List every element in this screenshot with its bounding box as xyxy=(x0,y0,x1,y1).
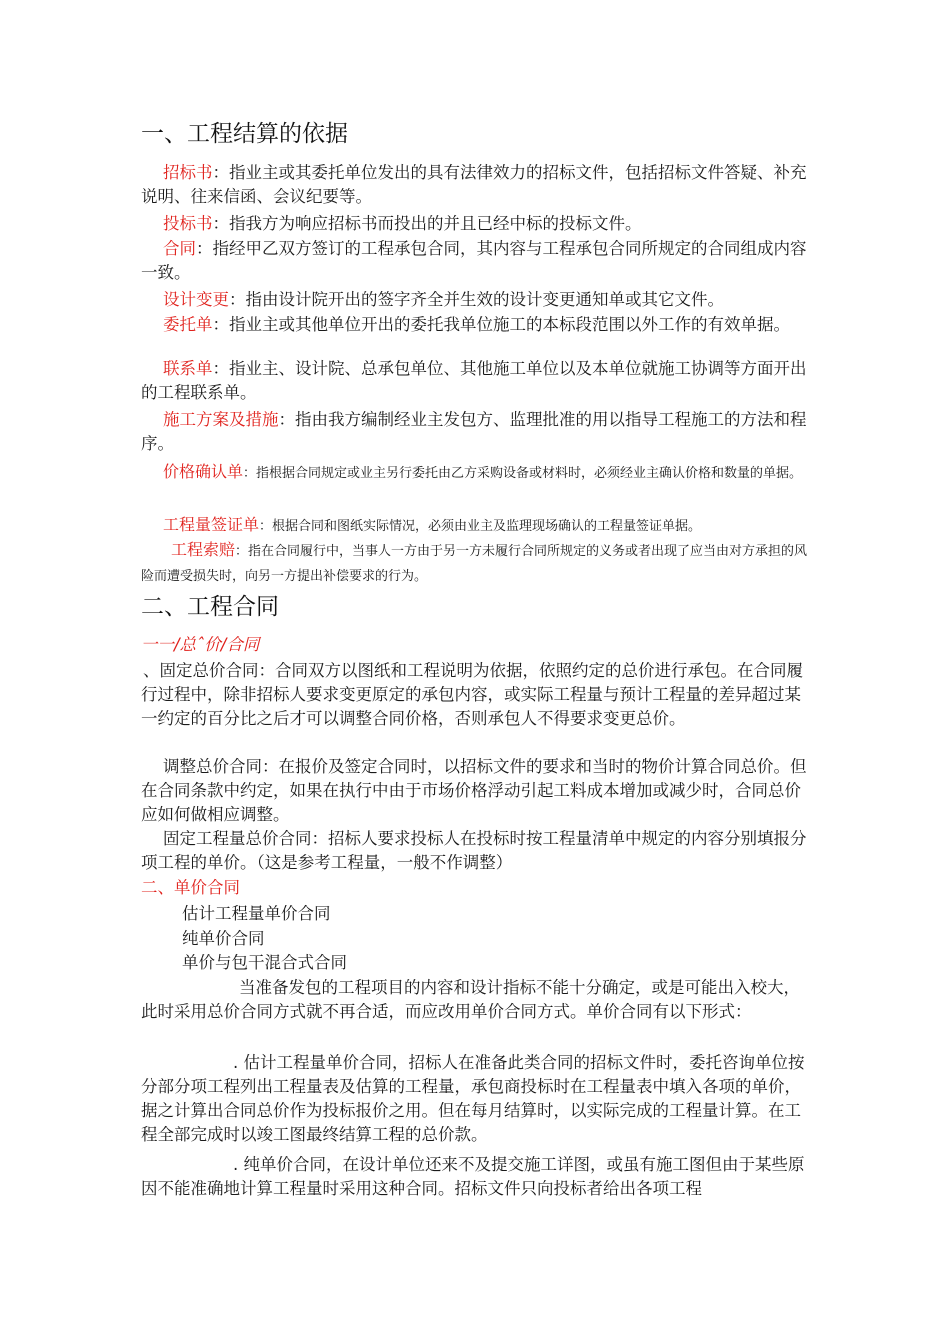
definition-text: 指业主或其委托单位发出的具有法律效力的招标文件，包括招标文件答疑、补充说明、往来信函、会议纪要等。 xyxy=(141,163,807,206)
term-label: 合同 xyxy=(163,239,196,258)
definition-item: 招标书：指业主或其委托单位发出的具有法律效力的招标文件，包括招标文件答疑、补充说明、往来信函、会议纪要等。 xyxy=(141,163,807,206)
section2-title: 二、工程合同 xyxy=(141,594,279,620)
term-label: 施工方案及措施 xyxy=(163,410,279,429)
subsection-heading: 一一/总ˆ价/合同 xyxy=(141,635,260,654)
definition-text: 指我方为响应招标书而投出的并且已经中标的投标文件。 xyxy=(229,214,642,233)
definition-text: 根据合同和图纸实际情况，必须由业主及监理现场确认的工程量签证单据。 xyxy=(272,519,702,534)
term-label: 价格确认单 xyxy=(163,462,244,481)
paragraph: 固定工程量总价合同：招标人要求投标人在投标时按工程量清单中规定的内容分别填报分项工程的单价。（这是参考工程量，一般不作调整） xyxy=(141,829,807,872)
section1-title: 一、工程结算的依据 xyxy=(141,121,348,147)
definition-text: 指业主、设计院、总承包单位、其他施工单位以及本单位就施工协调等方面开出的工程联系单。 xyxy=(141,359,807,402)
definition-item: 设计变更：指由设计院开出的签字齐全并生效的设计变更通知单或其它文件。 xyxy=(163,290,724,309)
definition-text: 指由我方编制经业主发包方、监理批准的用以指导工程施工的方法和程序。 xyxy=(141,410,807,453)
definition-text: 指业主或其他单位开出的委托我单位施工的本标段范围以外工作的有效单据。 xyxy=(229,315,790,334)
definition-item: 工程索赔：指在合同履行中，当事人一方由于另一方未履行合同所规定的义务或者出现了应当由对方承担的风险而遭受损失时，向另一方提出补偿要求的行为。 xyxy=(141,540,808,584)
paragraph: . 纯单价合同，在设计单位还来不及提交施工详图，或虽有施工图但由于某些原因不能准确地计算工程量时采用这种合同。招标文件只向投标者给出各项工程 xyxy=(141,1155,805,1198)
term-label: 联系单 xyxy=(163,359,213,378)
definition-item: 联系单：指业主、设计院、总承包单位、其他施工单位以及本单位就施工协调等方面开出的工程联系单。 xyxy=(141,359,807,402)
term-label: 设计变更 xyxy=(163,290,229,309)
term-label: 工程索赔 xyxy=(171,540,236,559)
term-label: 工程量签证单 xyxy=(163,515,260,534)
list-item: 单价与包干混合式合同 xyxy=(182,953,347,972)
list-item: 估计工程量单价合同 xyxy=(182,904,331,923)
definition-item: 投标书：指我方为响应招标书而投出的并且已经中标的投标文件。 xyxy=(163,214,642,233)
paragraph: . 估计工程量单价合同，招标人在准备此类合同的招标文件时，委托咨询单位按分部分项工程列出工程量表及估算的工程量，承包商投标时在工程量表中填入各项的单价，据之计算出合同总价作为投标报价之用。但在每月结算时，以实际完成的工程量计算。在工程全部完成时以竣工图最终结算工程的总价款。 xyxy=(141,1053,805,1144)
paragraph: 、固定总价合同：合同双方以图纸和工程说明为依据，依照约定的总价进行承包。在合同履行过程中，除非招标人要求变更原定的承包内容，或实际工程量与预计工程量的差异超过某一约定的百分比之后才可以调整合同价格，否则承包人不得要求变更总价。 xyxy=(141,661,803,728)
definition-item: 价格确认单：指根据合同规定或业主另行委托由乙方采购设备或材料时，必须经业主确认价格和数量的单据。 xyxy=(163,462,803,481)
definition-text: 指在合同履行中，当事人一方由于另一方未履行合同所规定的义务或者出现了应当由对方承担的风险而遭受损失时，向另一方提出补偿要求的行为。 xyxy=(141,544,808,584)
term-label: 招标书 xyxy=(163,163,213,182)
definition-text: 指根据合同规定或业主另行委托由乙方采购设备或材料时，必须经业主确认价格和数量的单据。 xyxy=(256,466,803,481)
subsection-heading: 二、单价合同 xyxy=(141,878,240,897)
definition-item: 委托单：指业主或其他单位开出的委托我单位施工的本标段范围以外工作的有效单据。 xyxy=(163,315,790,334)
definition-text: 指由设计院开出的签字齐全并生效的设计变更通知单或其它文件。 xyxy=(245,290,724,309)
term-label: 委托单 xyxy=(163,315,213,334)
list-item: 纯单价合同 xyxy=(182,929,265,948)
definition-text: 指经甲乙双方签订的工程承包合同，其内容与工程承包合同所规定的合同组成内容一致。 xyxy=(141,239,807,282)
paragraph: 调整总价合同：在报价及签定合同时，以招标文件的要求和当时的物价计算合同总价。但在合同条款中约定，如果在执行中由于市场价格浮动引起工料成本增加或减少时，合同总价应如何做相应调整。 xyxy=(141,757,807,824)
definition-item: 施工方案及措施：指由我方编制经业主发包方、监理批准的用以指导工程施工的方法和程序。 xyxy=(141,410,807,453)
paragraph: 当准备发包的工程项目的内容和设计指标不能十分确定，或是可能出入校大，此时采用总价合同方式就不再合适，而应改用单价合同方式。单价合同有以下形式： xyxy=(141,978,800,1021)
term-label: 投标书 xyxy=(163,214,213,233)
definition-item: 工程量签证单：根据合同和图纸实际情况，必须由业主及监理现场确认的工程量签证单据。 xyxy=(163,515,702,534)
definition-item: 合同：指经甲乙双方签订的工程承包合同，其内容与工程承包合同所规定的合同组成内容一致。 xyxy=(141,239,807,282)
